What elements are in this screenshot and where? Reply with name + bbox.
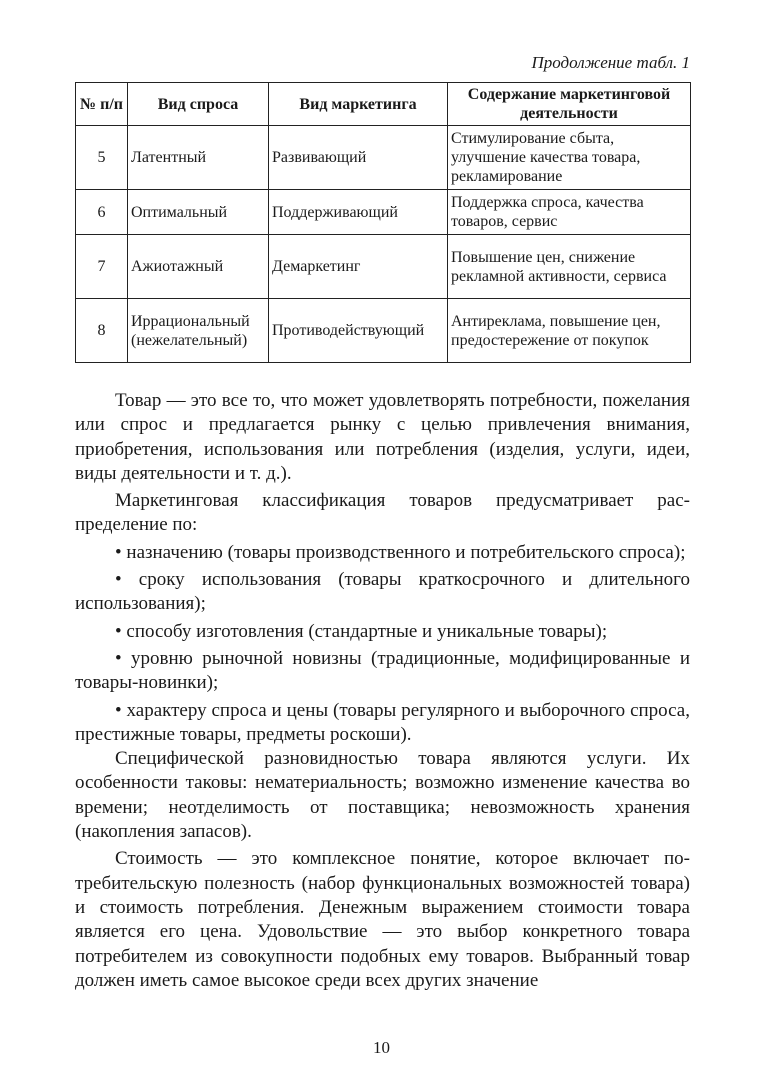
table-row [76,190,691,235]
table-row [76,299,691,363]
page-number: 10 [373,1038,390,1057]
cell-marketing: Демаркетинг [269,235,448,299]
paragraph: Специфической разновидностью товара являются услуги. Их особенности таковы: нематериальность; возможно изменение качества во времени; неотделимость от поставщика; невозможность хранения (накопления запасов). [75,748,690,843]
header-demand-type: Вид спроса [128,83,269,126]
cell-content: Повышение цен, снижение рекламной активности, сервиса [448,235,691,299]
cell-demand: Иррациональный (нежелательный) [128,299,269,363]
cell-demand: Ажиотажный [128,235,269,299]
paragraph: Маркетинговая классификация товаров предусматривает распределение по: [75,490,690,536]
bullet-item: • характеру спроса и цены (товары регулярного и выборочного спроса, престижные товары, предметы роскоши). [75,699,690,745]
bullet-item: • уровню рыночной новизны (традиционные, модифицированные и товары-новинки); [75,647,690,694]
cell-marketing: Развивающий [269,126,448,190]
header-marketing-type: Вид маркетинга [269,83,448,126]
cell-marketing: Поддерживающий [269,190,448,235]
table-row [76,126,691,190]
table-row [76,235,691,299]
cell-demand: Оптимальный [128,190,269,235]
cell-num: 6 [76,190,128,235]
header-num: № п/п [76,83,128,126]
paragraph: Стоимость — это комплексное понятие, которое включает потребительскую полезность (набор функциональных возможностей товара) и стоимость потребления. Денежным выражением стоимости товара является его цена. Удовольствие — это выбор конкретного товара потребителем из совокупности подобных ему товаров. Выбранный товар должен иметь самое высокое среди всех других значение [75,848,690,991]
cell-demand: Латентный [128,126,269,190]
header-content: Содержание маркетинговой деятельности [448,83,691,126]
cell-content: Антиреклама, повышение цен, предостережение от покупок [448,299,691,363]
marketing-demand-table [75,82,691,363]
bullet-item: • способу изготовления (стандартные и уникальные товары); [115,620,608,642]
paragraph: Товар — это все то, что может удовлетворять потребности, пожелания или спрос и предлагается рынку с целью привлечения внимания, приобретения, использования или потребления (изделия, услуги, идеи, виды деятельности и т. д.). [75,390,690,484]
table-continuation-label: Продолжение табл. 1 [531,53,690,72]
page-content [75,52,690,993]
cell-num: 8 [76,299,128,363]
cell-content: Поддержка спроса, качества товаров, сервис [448,190,691,235]
bullet-item: • назначению (товары производственного и потребительского спроса); [115,541,686,563]
table-header-row [76,83,691,126]
cell-num: 5 [76,126,128,190]
cell-marketing: Противодействующий [269,299,448,363]
bullet-item: • сроку использования (товары краткосрочного и длительного использования); [75,569,690,615]
body-text [75,389,690,993]
cell-content: Стимулирование сбыта, улучшение качества товара, рекламирование [448,126,691,190]
cell-num: 7 [76,235,128,299]
